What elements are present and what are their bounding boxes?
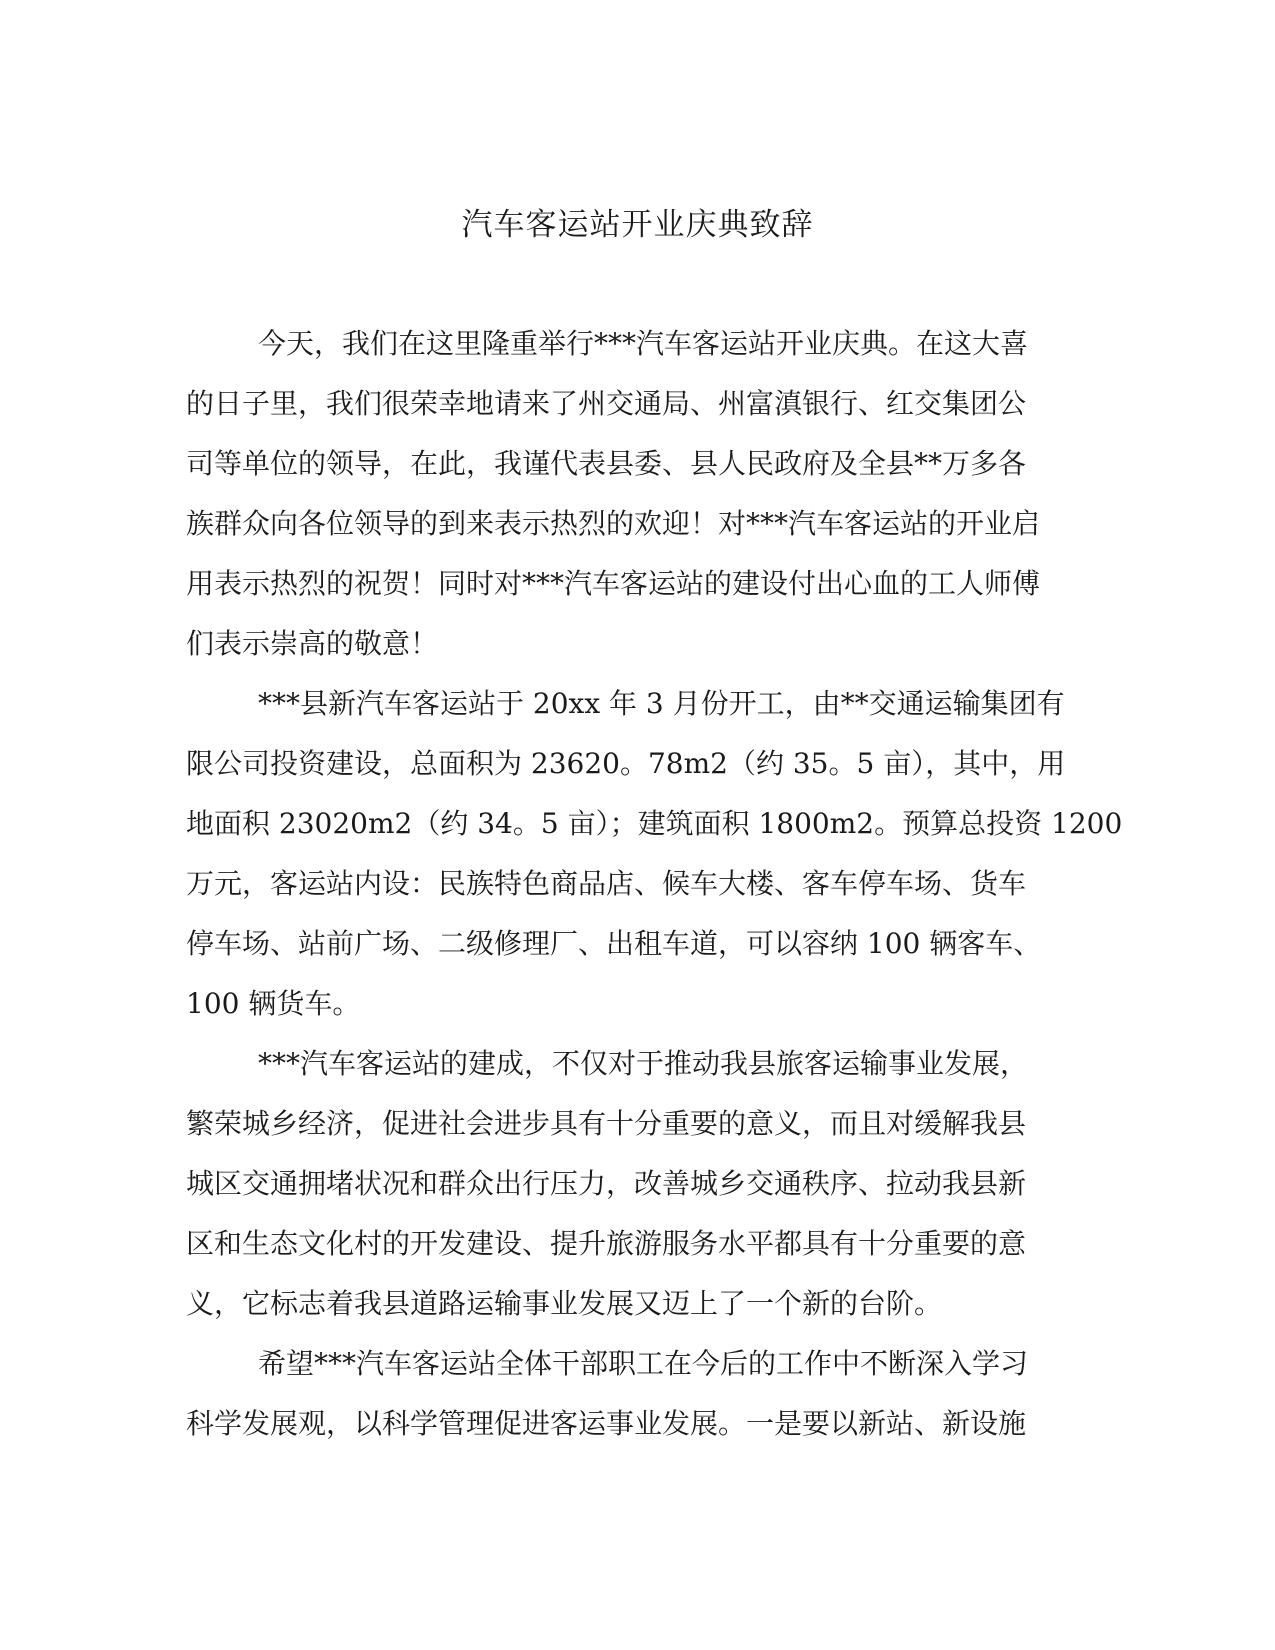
body-line: 义，它标志着我县道路运输事业发展又迈上了一个新的台阶。: [186, 1287, 943, 1320]
body-line: 城区交通拥堵状况和群众出行压力，改善城乡交通秩序、拉动我县新: [186, 1167, 1027, 1200]
body-line: 用表示热烈的祝贺！同时对***汽车客运站的建设付出心血的工人师傅: [186, 567, 1041, 600]
body-line: ***汽车客运站的建成，不仅对于推动我县旅客运输事业发展，: [258, 1047, 1029, 1080]
body-line: 繁荣城乡经济，促进社会进步具有十分重要的意义，而且对缓解我县: [186, 1107, 1027, 1140]
body-line: 族群众向各位领导的到来表示热烈的欢迎！对***汽车客运站的开业启: [186, 507, 1041, 540]
body-line: 地面积 23020m2（约 34。5 亩）；建筑面积 1800m2。预算总投资 1200: [186, 807, 1123, 840]
body-line: 限公司投资建设，总面积为 23620。78m2（约 35。5 亩），其中，用: [186, 747, 1066, 780]
body-line: 万元，客运站内设：民族特色商品店、候车大楼、客车停车场、货车: [186, 867, 1027, 900]
body-line: 的日子里，我们很荣幸地请来了州交通局、州富滇银行、红交集团公: [186, 387, 1027, 420]
body-line: 今天，我们在这里隆重举行***汽车客运站开业庆典。在这大喜: [258, 327, 1029, 360]
body-line: 科学发展观，以科学管理促进客运事业发展。一是要以新站、新设施: [186, 1407, 1027, 1440]
body-line: 停车场、站前广场、二级修理厂、出租车道，可以容纳 100 辆客车、: [186, 927, 1042, 960]
document-title: 汽车客运站开业庆典致辞: [461, 207, 814, 243]
body-line: 们表示崇高的敬意！: [186, 627, 439, 660]
body-line: 100 辆货车。: [186, 987, 361, 1020]
body-line: 司等单位的领导，在此，我谨代表县委、县人民政府及全县**万多各: [186, 447, 1027, 480]
document-body: [186, 314, 1123, 1454]
body-line: ***县新汽车客运站于 20xx 年 3 月份开工，由**交通运输集团有: [258, 687, 1065, 720]
body-line: 希望***汽车客运站全体干部职工在今后的工作中不断深入学习: [258, 1347, 1029, 1380]
body-line: 区和生态文化村的开发建设、提升旅游服务水平都具有十分重要的意: [186, 1227, 1027, 1260]
